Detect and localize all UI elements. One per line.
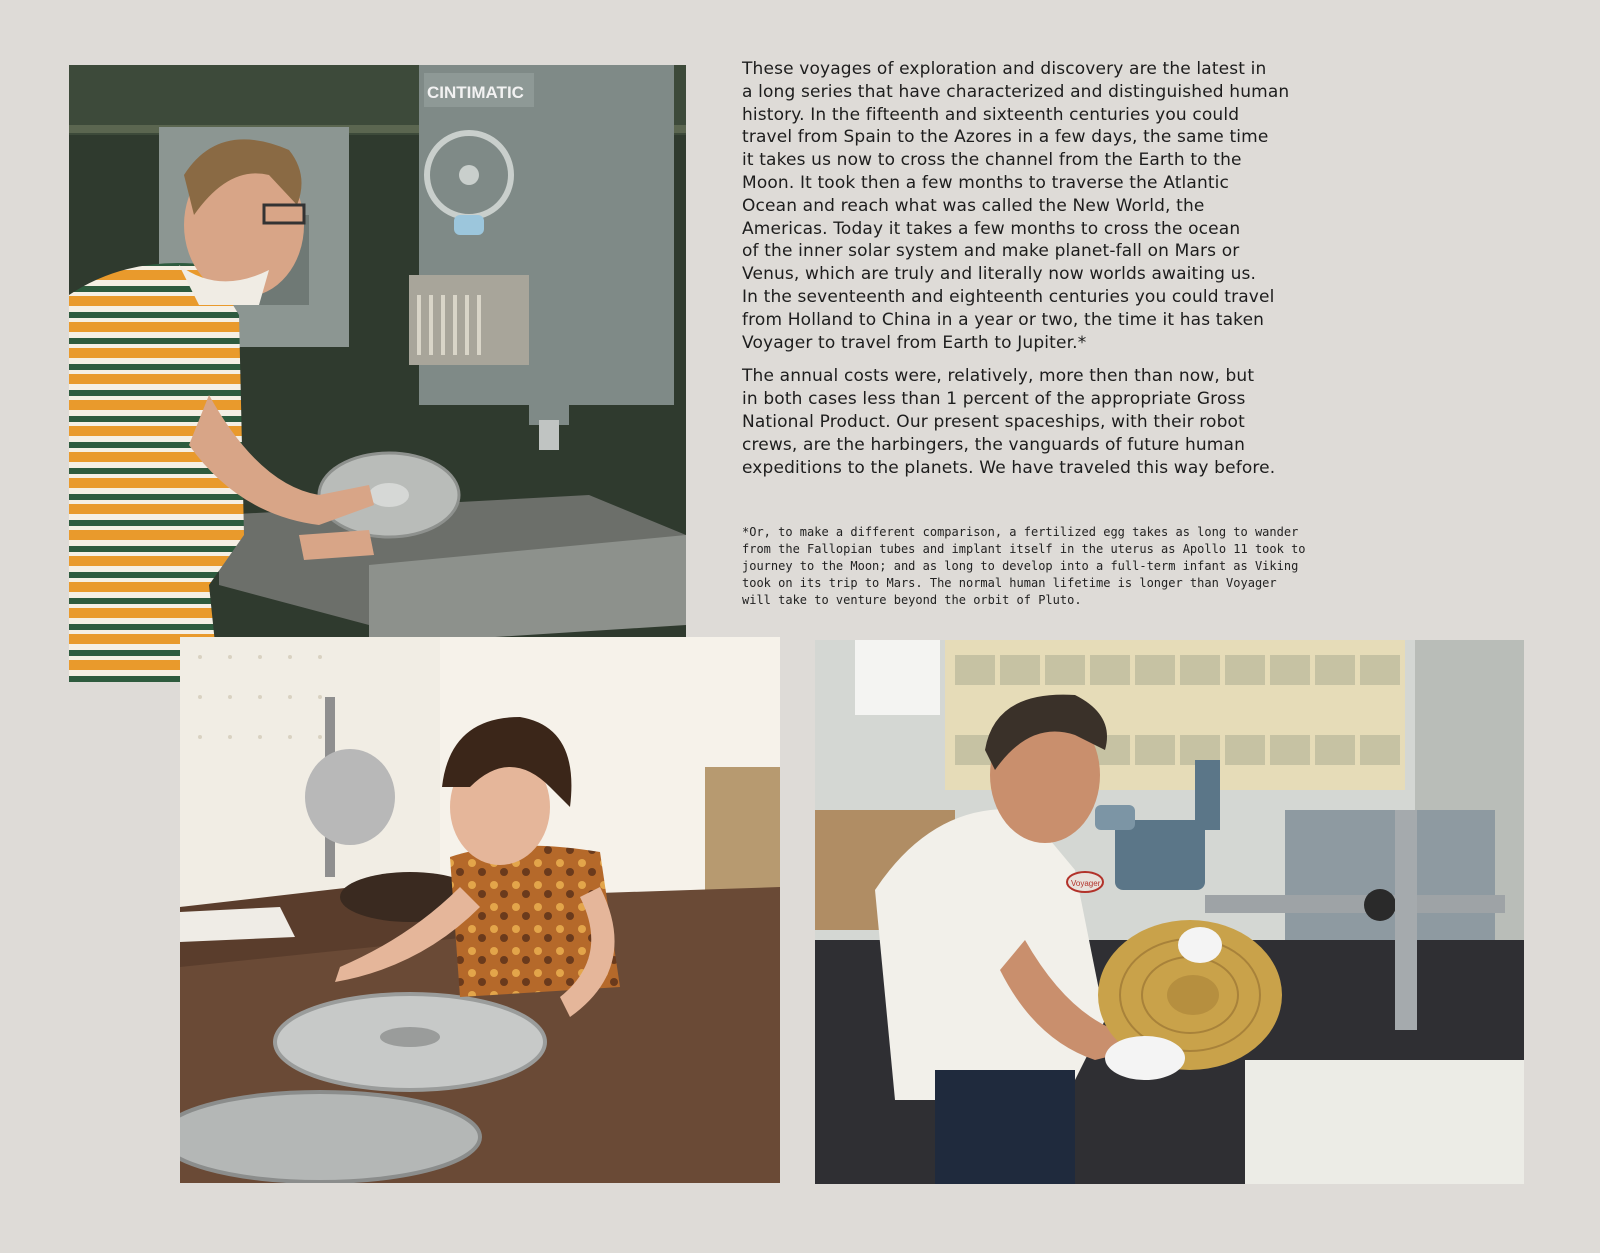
voyager-shirt-patch: Voyager [1071, 879, 1101, 888]
photo-woman-at-disc-lathe [180, 637, 780, 1183]
article-body [742, 58, 1352, 490]
photo-man-inspecting-gold-record [815, 640, 1524, 1184]
photo-machinist-at-cintimatic [69, 65, 686, 682]
body-paragraph-annual-costs: The annual costs were, relatively, more then than now, but in both cases less than 1 percent of the appropriate Gross National Product. Our present spaceships, with their robot crews, are the harbingers, the vanguards of future human expeditions to the planets. We have traveled this way before. [742, 366, 1276, 478]
body-paragraph-voyages: These voyages of exploration and discovery are the latest in a long series that have characterized and distinguished human history. In the fifteenth and sixteenth centuries you could travel from Spain to the Azores in a few days, the same time it takes us now to cross the channel from the Earth to the Moon. It took then a few months to traverse the Atlantic Ocean and reach what was called the New World, the Americas. Today it takes a few months to cross the ocean of the inner solar system and make planet-fall on Mars or Venus, which are truly and literally now worlds awaiting us. In the seventeenth and eighteenth centuries you could travel from Holland to China in a year or two, the time it has taken Voyager to travel from Earth to Jupiter.* [742, 59, 1290, 353]
cintimatic-machine-label: CINTIMATIC [427, 83, 524, 102]
footnote: *Or, to make a different comparison, a fertilized egg takes as long to wander from the Fallopian tubes and implant itself in the uterus as Apollo 11 took to journey to the Moon; and as long to develop into a full-term infant as Viking took on its trip to Mars. The normal human lifetime is longer than Voyager will take to venture beyond the orbit of Pluto. [742, 525, 1306, 607]
